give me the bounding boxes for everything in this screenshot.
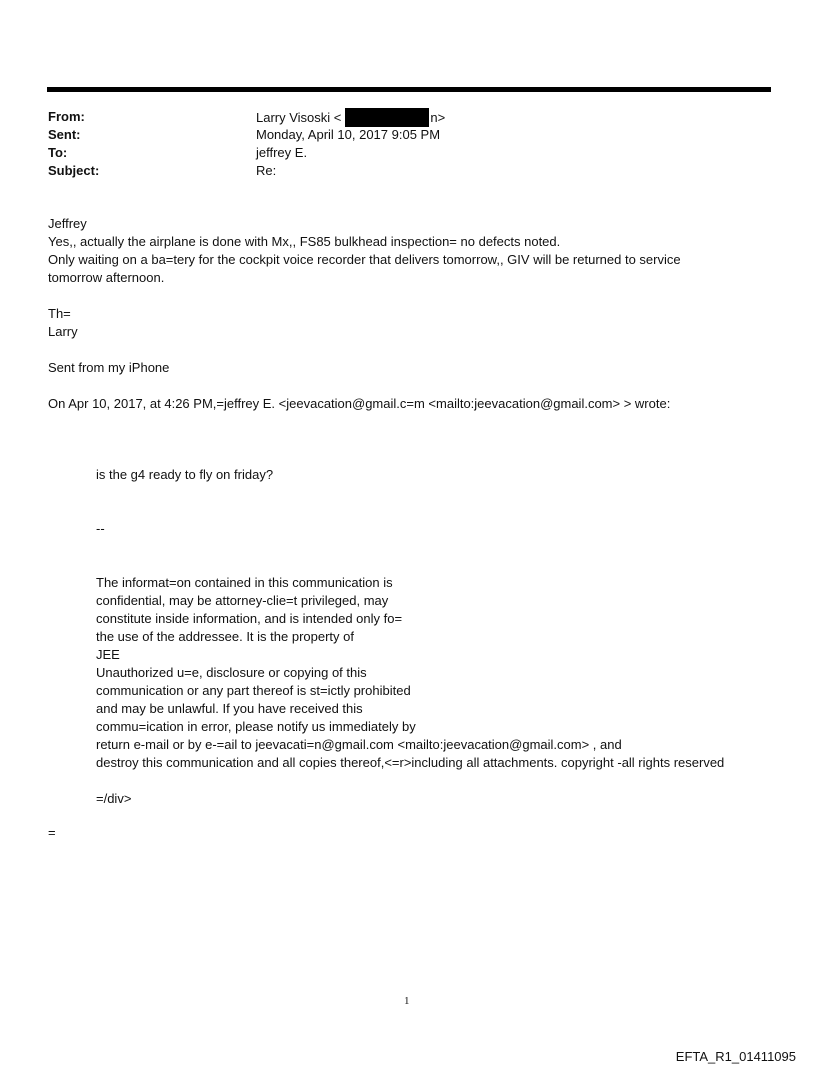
disclaimer-line: destroy this communication and all copies thereof,<=r>including all attachments. copyright -all rights reserved	[96, 755, 725, 770]
body-line: Only waiting on a ba=tery for the cockpit voice recorder that delivers tomorrow,, GIV will be returned to service	[48, 252, 681, 267]
thanks: Th=	[48, 306, 71, 321]
from-suffix: n>	[430, 110, 446, 125]
email-body	[48, 215, 778, 413]
email-header	[48, 108, 748, 180]
sent-value: Monday, April 10, 2017 9:05 PM	[256, 127, 441, 142]
quoted-question-text: is the g4 ready to fly on friday?	[96, 467, 274, 482]
disclaimer-line: The informat=on contained in this communication is	[96, 575, 393, 590]
header-rule	[47, 87, 771, 92]
sent-label: Sent:	[48, 127, 81, 142]
signature-dashes: --	[96, 521, 105, 536]
body-line: Yes,, actually the airplane is done with Mx,, FS85 bulkhead inspection= no defects noted.	[48, 234, 561, 249]
document-id: EFTA_R1_01411095	[675, 1049, 796, 1064]
to-row	[48, 144, 748, 162]
disclaimer-line: Unauthorized u=e, disclosure or copying of this	[96, 665, 367, 680]
signature: Larry	[48, 324, 78, 339]
sent-from: Sent from my iPhone	[48, 360, 170, 375]
page-number: 1	[404, 995, 410, 1007]
body-line: tomorrow afternoon.	[48, 270, 165, 285]
from-name: Larry Visoski <	[256, 110, 342, 125]
subject-row	[48, 162, 748, 180]
disclaimer-line: confidential, may be attorney-clie=t privileged, may	[96, 593, 389, 608]
disclaimer-line: return e-mail or by e-=ail to jeevacati=n@gmail.com <mailto:jeevacation@gmail.com> , and	[96, 737, 622, 752]
from-value	[256, 108, 445, 127]
disclaimer	[96, 574, 796, 772]
to-value: jeffrey E.	[256, 145, 308, 160]
closing-div	[96, 790, 796, 808]
disclaimer-line: JEE	[96, 647, 120, 662]
subject-label: Subject:	[48, 163, 100, 178]
to-label: To:	[48, 145, 68, 160]
trailing-eq: =	[48, 825, 56, 840]
disclaimer-line: constitute inside information, and is intended only fo=	[96, 611, 403, 626]
disclaimer-line: communication or any part thereof is st=ictly prohibited	[96, 683, 411, 698]
quote-intro: On Apr 10, 2017, at 4:26 PM,=jeffrey E. <jeevacation@gmail.c=m <mailto:jeevacation@gmail.com> > wrote:	[48, 396, 671, 411]
sent-row	[48, 126, 748, 144]
greeting: Jeffrey	[48, 216, 87, 231]
quoted-question	[96, 466, 796, 484]
from-label: From:	[48, 109, 85, 124]
redaction-box	[345, 108, 429, 127]
subject-value: Re:	[256, 163, 277, 178]
closing-div-text: =/div>	[96, 791, 132, 806]
disclaimer-line: and may be unlawful. If you have received this	[96, 701, 363, 716]
from-row	[48, 108, 748, 126]
disclaimer-line: commu=ication in error, please notify us immediately by	[96, 719, 416, 734]
disclaimer-line: the use of the addressee. It is the property of	[96, 629, 354, 644]
quoted-dashes	[96, 520, 796, 538]
